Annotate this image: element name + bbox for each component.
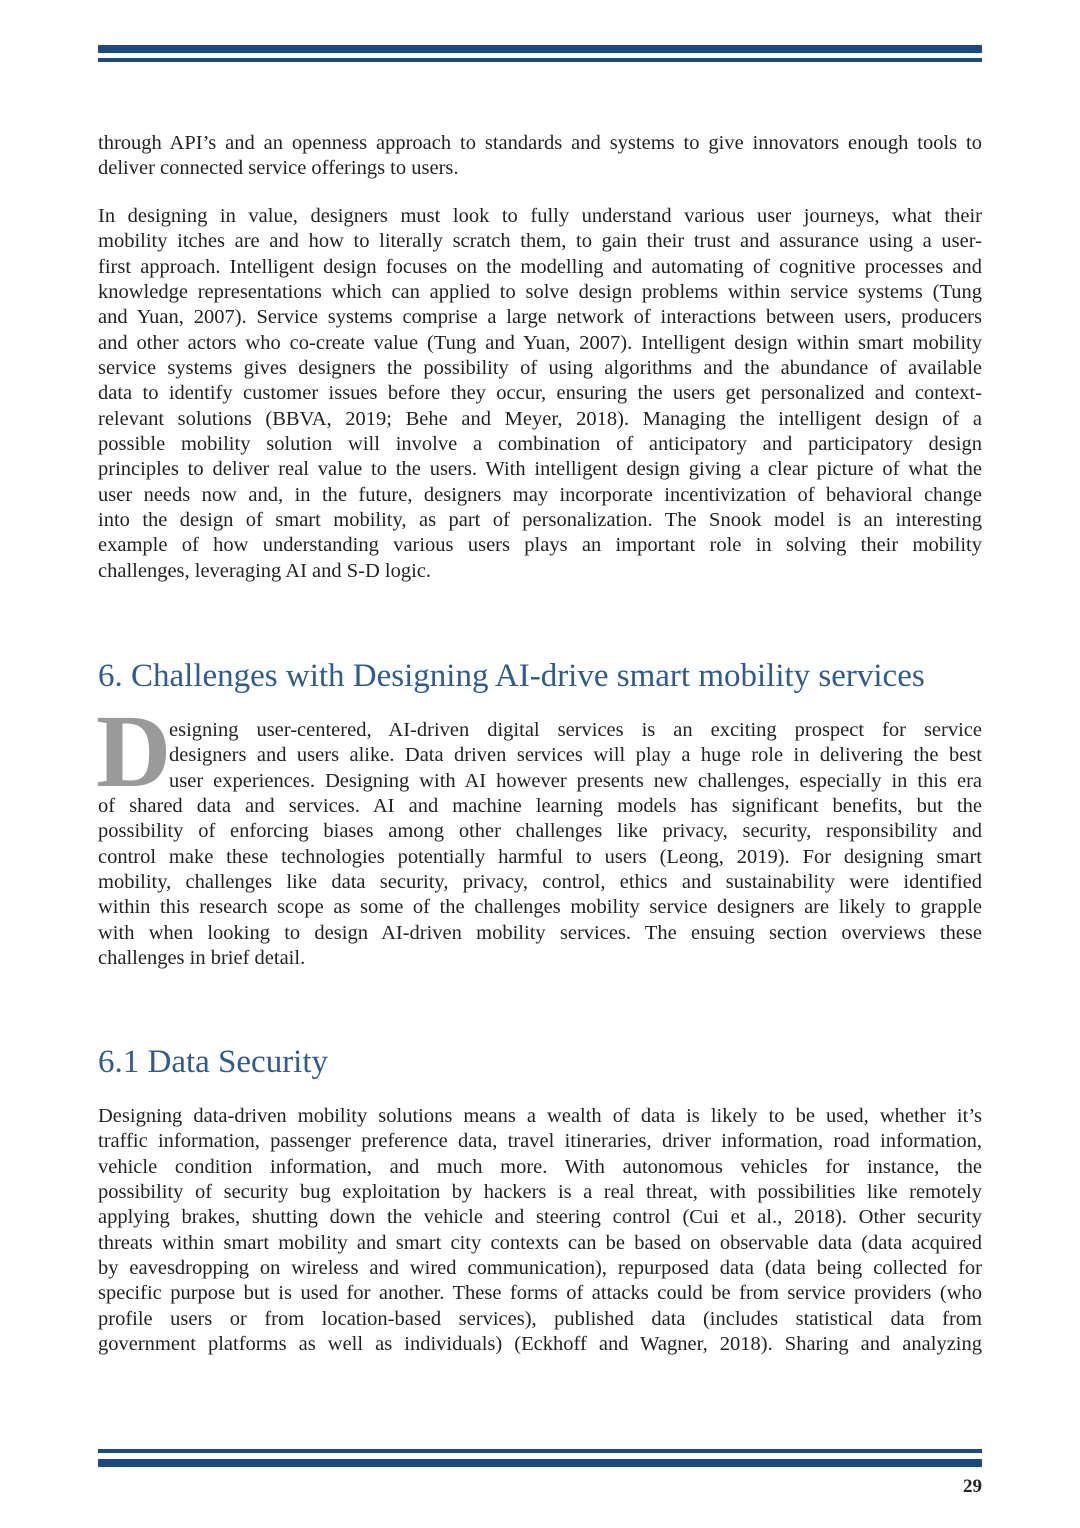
header-rule-thick — [98, 45, 982, 53]
text-line: mobility itches are and how to literally scratch them, to gain their trust and assurance using a user- — [98, 230, 982, 253]
page-number: 29 — [963, 1476, 982, 1497]
footer-rule-thick — [98, 1459, 982, 1467]
paragraph-challenges — [98, 718, 982, 971]
text-line: through API’s and an openness approach to standards and systems to give innovators enough tools to — [98, 132, 982, 154]
paragraph-intelligent-design — [98, 204, 982, 584]
text-line: example of how understanding various users plays an important role in solving their mobility — [98, 534, 982, 557]
text-line: and Yuan, 2007). Service systems comprise a large network of interactions between users, producers — [98, 306, 982, 329]
text-line: data to identify customer issues before they occur, ensuring the users get personalized and context- — [98, 382, 982, 405]
section-heading-6: 6. Challenges with Designing AI-drive smart mobility services — [98, 658, 925, 694]
drop-cap: D — [96, 694, 172, 809]
paragraph-data-security — [98, 1104, 982, 1357]
text-line: and other actors who co-create value (Tung and Yuan, 2007). Intelligent design within smart mobility — [98, 331, 982, 354]
text-line: control make these technologies potentially harmful to users (Leong, 2019). For designing smart — [98, 845, 982, 868]
section-heading-6-1: 6.1 Data Security — [98, 1044, 329, 1080]
text-line: possible mobility solution will involve a combination of anticipatory and participatory design — [98, 433, 982, 456]
footer-rule-thin — [98, 1449, 982, 1453]
text-line: mobility, challenges like data security, privacy, control, ethics and sustainability were identified — [98, 871, 982, 894]
text-line: user experiences. Designing with AI however presents new challenges, especially in this era — [169, 769, 982, 792]
text-line: challenges in brief detail. — [98, 947, 306, 970]
text-line: by eavesdropping on wireless and wired communication), repurposed data (data being collected for — [98, 1257, 982, 1280]
paragraph-api — [98, 131, 982, 182]
text-line: challenges, leveraging AI and S-D logic. — [98, 559, 432, 582]
text-line: deliver connected service offerings to users. — [98, 157, 459, 180]
text-line: principles to deliver real value to the users. With intelligent design giving a clear picture of what the — [98, 458, 982, 481]
text-line: possibility of enforcing biases among other challenges like privacy, security, responsibility and — [98, 820, 982, 843]
text-line: service systems gives designers the possibility of using algorithms and the abundance of available — [98, 357, 982, 380]
text-line: designers and users alike. Data driven services will play a huge role in delivering the best — [169, 744, 982, 767]
text-line: knowledge representations which can applied to solve design problems within service systems (Tung — [98, 281, 982, 304]
text-line: into the design of smart mobility, as part of personalization. The Snook model is an interesting — [98, 509, 982, 532]
text-line: vehicle condition information, and much more. With autonomous vehicles for instance, the — [98, 1155, 982, 1178]
text-line: user needs now and, in the future, designers may incorporate incentivization of behavioral change — [98, 483, 982, 506]
text-line: relevant solutions (BBVA, 2019; Behe and Meyer, 2018). Managing the intelligent design of a — [98, 407, 982, 430]
header-rule-thin — [98, 58, 982, 62]
text-line: within this research scope as some of the challenges mobility service designers are likely to grapple — [98, 896, 982, 919]
text-line: esigning user-centered, AI-driven digital services is an exciting prospect for service — [169, 719, 982, 741]
text-line: threats within smart mobility and smart city contexts can be based on observable data (data acquired — [98, 1231, 982, 1254]
text-line: possibility of security bug exploitation by hackers is a real threat, with possibilities like remotely — [98, 1181, 982, 1204]
text-line: applying brakes, shutting down the vehicle and steering control (Cui et al., 2018). Other security — [98, 1206, 982, 1229]
text-line: profile users or from location-based services), published data (includes statistical data from — [98, 1307, 982, 1330]
text-line: In designing in value, designers must look to fully understand various user journeys, what their — [98, 205, 982, 227]
text-line: with when looking to design AI-driven mobility services. The ensuing section overviews these — [98, 921, 982, 944]
text-line: government platforms as well as individuals) (Eckhoff and Wagner, 2018). Sharing and analyzing — [98, 1333, 982, 1356]
text-line: of shared data and services. AI and machine learning models has significant benefits, but the — [98, 795, 982, 818]
text-line: traffic information, passenger preference data, travel itineraries, driver information, road information, — [98, 1130, 982, 1153]
text-line: Designing data-driven mobility solutions means a wealth of data is likely to be used, whether it’s — [98, 1105, 982, 1127]
text-line: first approach. Intelligent design focuses on the modelling and automating of cognitive processes and — [98, 255, 982, 278]
text-line: specific purpose but is used for another. These forms of attacks could be from service providers (who — [98, 1282, 982, 1305]
